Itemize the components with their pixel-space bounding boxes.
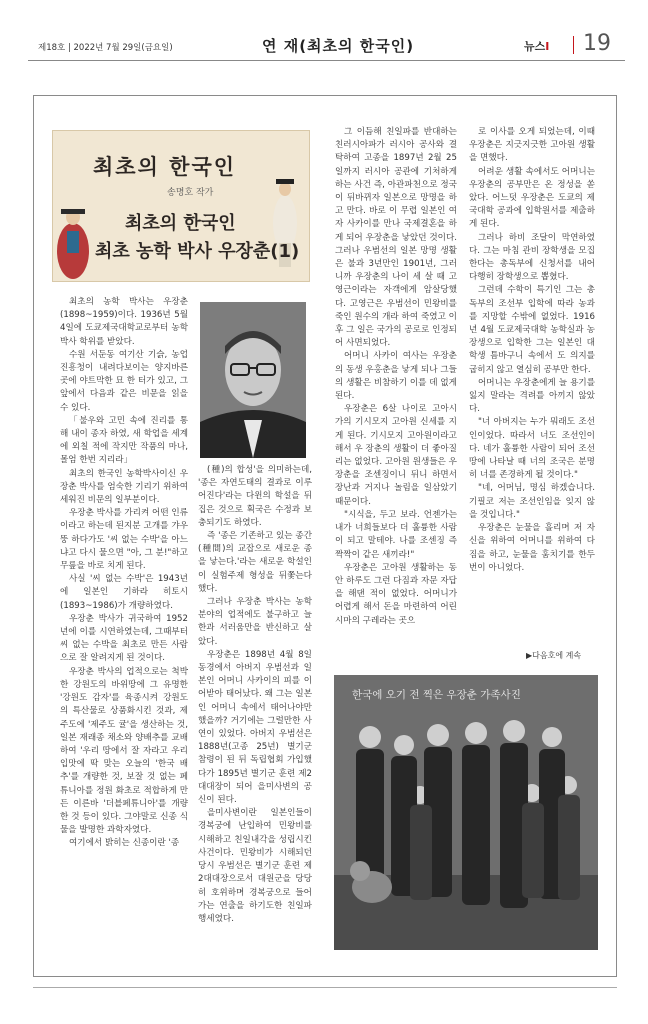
banner-author: 송명호 작가 xyxy=(167,188,214,198)
paragraph: 그러나 하비 조달이 막연하였다. 그는 마침 관비 장학생을 모집한다는 총독부에 신청서를 내어 다행히 장학생으로 뽑혔다. xyxy=(469,232,595,283)
article-column-2 xyxy=(198,464,312,926)
section-title: 연 재(최초의 한국인) xyxy=(262,37,415,55)
paragraph: 즉 '종은 기존하고 있는 종간(種間)의 교잡으로 새로운 종을 낳는다.'라는 새로운 학설인 이 실험주제 형성을 뒤쫓는다 했다. xyxy=(198,531,312,594)
continued-note: ▶다음호에 계속 xyxy=(526,651,582,660)
brand-name: 뉴스 xyxy=(524,40,546,53)
paragraph: 우장춘 박사가 귀국하여 1952년에 이를 시연하였는데, 그때부터 씨 없는 수박을 최초로 만든 사람으로 잘 알려지게 된 것이다. xyxy=(60,613,188,664)
banner-series-title: 최초의 한국인 xyxy=(93,155,237,179)
article-column-4 xyxy=(469,126,595,575)
footer-rule xyxy=(33,987,617,988)
portrait-image xyxy=(200,302,306,458)
paragraph: 그 이듬해 친일파를 반대하는 친러시아파가 러시아 공사와 결탁하여 고종을 1897년 2월 25일까지 러시아 공관에 기처하게 하는 사건 즉, 아관파천으로 정국이 뒤바뀌자 일본으로 망명을 하고 만다. 바로 이 무렵 일본인 여자 사카이를 만나 국제결혼을 하게 되어 우장춘을 낳았던 것이다. 그러나 우범선의 일본 망명 생활은 불과 3년만인 1901년, 그러니까 우장춘의 나이 세 살 때 고영근이라는 자객에게 암살당했다. 고영근은 우범선이 민왕비를 죽인 원수의 개라 하여 죽였고 이후 그 일은 국가의 공로로 인정되어 사면되었다. xyxy=(335,127,457,349)
paragraph: 어머니 사카이 여사는 우장춘의 동생 우홍춘을 낳게 되나 그들의 생활은 비참하기 이를 데 없게 된다. xyxy=(335,351,457,402)
article-banner xyxy=(52,130,310,282)
issue-info: 제18호 | 2022년 7월 29일(금요일) xyxy=(38,43,173,53)
banner-headline-1: 최초의 한국인 xyxy=(125,213,236,234)
paragraph: 최초의 한국인 농학박사이신 우장춘 박사를 엄숙한 기리기 위하여 세워진 비문의 일부분이다. xyxy=(60,468,188,506)
article-column-3 xyxy=(335,126,457,628)
paragraph: 그러나 우장춘 박사는 농학 분야의 업적에도 불구하고 늘 한과 서러움만을 반신하고 살았다. xyxy=(198,597,312,647)
portrait-photo xyxy=(200,302,306,458)
family-photo xyxy=(334,675,598,950)
paragraph: 우장춘은 고아원 생활하는 동안 하루도 그런 다짐과 자문 자답을 해댄 적이 없었다. 어머니가 어렵게 해서 돈을 마련하여 어린시마의 구레라는 곳으 xyxy=(335,562,457,626)
paragraph: 우장춘은 1898년 4월 8일 동경에서 아버지 우범선과 일본인 어머니 사카이의 피를 이어받아 태어났다. 왜 그는 일본인 어머니 속에서 태어나야만 했을까? 거기에는 그럴만한 사연이 있었다. 아버지 우범선은 1888년(고종 25년) 별기군 참령이 된 뒤 독립협회 가입했다가 1895년 별기군 훈련 제2대대장이 되어 을미사변의 공신이 된다. xyxy=(198,649,312,806)
paragraph: 최초의 농학 박사는 우장춘(1898~1959)이다. 1936년 5월 4일에 도쿄제국대학교로부터 농학박사 학위를 받았다. xyxy=(60,297,188,347)
paragraph: 우장춘 박사를 가리켜 어떤 인류이라고 하는데 된지분 고개를 갸우뚱 하다가도 '씨 없는 수박'을 아느냐고 다시 물으면 "아, 그 분!"하고 무릎을 바로 치게 된다. xyxy=(60,508,188,572)
paragraph: 여기에서 밝히는 신종이란 '종 xyxy=(69,838,180,849)
paragraph: 우장춘은 6살 나이로 고아시가의 기시모지 고아원 신세를 지게 된다. 기시모지 고아원이라고 해서 우 장춘의 생활이 더 좋아질 리는 없었다. 고아원 원생들은 우장춘을 조센징이니 뒤니 하면서 장난과 거지나 놀림을 일삼았기 때문이다. xyxy=(335,404,457,507)
header-divider xyxy=(573,36,574,54)
paragraph: 그런데 수학이 특기인 그는 총독부의 조선부 입학에 따라 농과를 지망할 수밖에 없었다. 1916년 4월 도쿄제국대학 농학실과 농장생으로 입학한 그는 일본인 대학생 틈바구니 속에서 도 의지를 굽히지 않고 열심히 공부만 한다. xyxy=(469,285,595,375)
paragraph: 로 이사를 오게 되었는데, 이때 우장춘은 지긋지긋한 고아원 생활을 면했다. xyxy=(469,127,595,164)
paragraph: (種)의 합성'을 의미하는데, '종은 자연도태의 결과로 이루어진다'라는 다윈의 학설을 뒤집은 것으로 획국은 수정과 보충되기도 하였다. xyxy=(198,465,312,528)
brand-mark: I xyxy=(545,40,550,53)
brand-logo xyxy=(524,38,549,54)
paragraph: 을미사변이란 일본인들이 경복궁에 난입하여 민왕비를 시해하고 친일내각을 성립시킨 사건이다. 민왕비가 시해되던 당시 우범선은 별기군 훈련 제2대대장으로서 대원군을 당당히 호위하며 경복궁으로 들어가는 연출을 하기도한 친일파 행세였다. xyxy=(198,808,312,924)
paragraph: 수원 서둔동 여기산 기슭, 농업진흥청이 내려다보이는 양지바른 곳에 야트막한 묘 한 터가 있고, 그 앞에서 다음과 같은 비문을 읽을 수 있다. xyxy=(60,349,188,413)
paragraph: 우장춘은 눈물을 흘리며 저 자신을 위하여 어머니를 위하여 다짐을 하고, 눈물을 훔치기를 한두 번이 아니었다. xyxy=(469,523,595,573)
page-header xyxy=(0,0,648,58)
paragraph: "너 아버지는 누가 뭐래도 조선인이었다. 따라서 너도 조선인이다. 네가 훌륭한 사람이 되어 조선 땅에 나타날 때 너의 조국은 분명히 너를 존경하게 될 것이다." xyxy=(469,417,595,481)
article-column-1 xyxy=(60,296,188,851)
paragraph: 우장춘 박사의 업적으로는 척박한 강원도의 바위땅에 그 유명한 '강원도 감자'를 육종시켜 강원도의 특산물로 상품화시킨 것과, 제주도에 '제주도 귤'을 생산하는 것, 일본 재래종 채소와 양배추를 교배하여 '우리 땅에서 잘 자라고 우리 입맛에 딱 맞는 오늘의 '한국 배추'를 개량한 것, 보잘 것 없는 페튜니아를 정원 화초로 적합하게 만든 이른바 '더블페튜니아'를 개량한 것 등이 있다. 그야말로 신종 식물을 발명한 과학자였다. xyxy=(60,666,188,836)
family-image xyxy=(334,675,598,950)
paragraph: "시식을, 두고 보라. 언젠가는 내가 너희들보다 더 훌륭한 사람이 되고 말테야. 나를 조센징 즉 짝짝이 같은 새끼라!" xyxy=(335,509,457,560)
paragraph: 어려운 생활 속에서도 어머니는 우장춘의 공부만은 온 정성을 쏟았다. 어느덧 우장춘은 도쿄의 제국대학 공과에 입학원서를 제출하게 된다. xyxy=(469,166,595,230)
paragraph: 사실 '씨 없는 수박'은 1943년에 일본인 기하라 히토시(1893~1986)가 개량하였다. xyxy=(60,574,188,611)
paragraph: 어머니는 우장춘에게 늘 용기를 잃지 말라는 격려를 아끼지 않았다. xyxy=(469,377,595,415)
paragraph: "네, 어머님, 명심 하겠습니다. 기필코 저는 조선인임을 잊지 않을 것입니다." xyxy=(469,483,595,520)
paragraph: 「불우와 고민 속에 진리를 통해 내이 종자 하였, 새 학업을 세계 에 외칠 적에 작지만 작품의 마나, 몰엄 한번 지리라」 xyxy=(60,415,188,466)
header-rule xyxy=(28,60,625,61)
banner-headline-2: 최초 농학 박사 우장춘(1) xyxy=(95,241,300,262)
page-number: 19 xyxy=(583,31,611,56)
family-photo-caption: 한국에 오기 전 찍은 우장춘 가족사진 xyxy=(352,689,521,701)
